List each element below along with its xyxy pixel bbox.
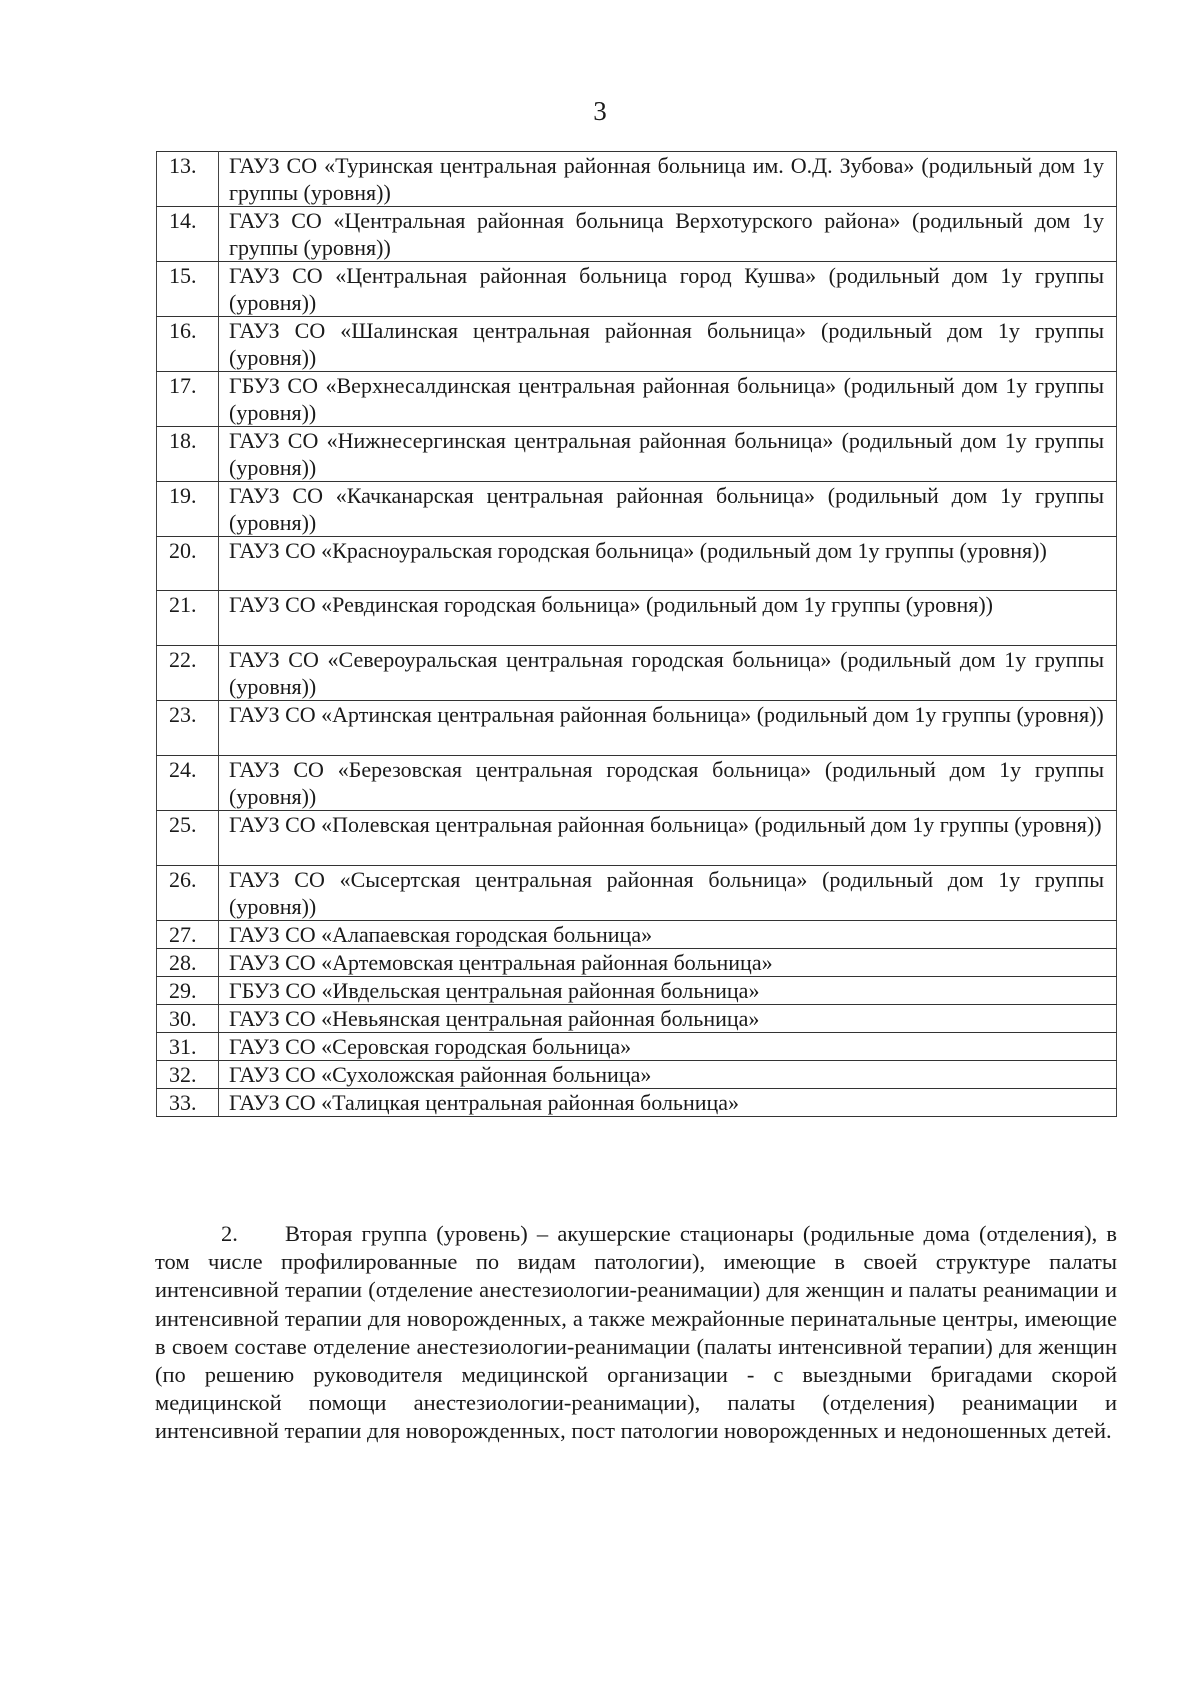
row-hospital-name: ГАУЗ СО «Сысертская центральная районная больница» (родильный дом 1у группы (уровня)) [219, 866, 1117, 921]
table-row [157, 591, 1117, 646]
row-hospital-name: ГАУЗ СО «Талицкая центральная районная больница» [219, 1089, 1117, 1117]
table-row [157, 152, 1117, 207]
table-row [157, 977, 1117, 1005]
row-hospital-name: ГАУЗ СО «Красноуральская городская больница» (родильный дом 1у группы (уровня)) [219, 537, 1117, 591]
row-number: 24. [157, 756, 219, 811]
table-row [157, 921, 1117, 949]
row-hospital-name: ГАУЗ СО «Березовская центральная городская больница» (родильный дом 1у группы (уровня)) [219, 756, 1117, 811]
table-row [157, 1033, 1117, 1061]
row-hospital-name: ГАУЗ СО «Артемовская центральная районная больница» [219, 949, 1117, 977]
table-row [157, 949, 1117, 977]
row-number: 33. [157, 1089, 219, 1117]
row-hospital-name: ГБУЗ СО «Верхнесалдинская центральная районная больница» (родильный дом 1у группы (уровня)) [219, 372, 1117, 427]
row-number: 30. [157, 1005, 219, 1033]
table-row [157, 427, 1117, 482]
body-paragraph [155, 1220, 1117, 1446]
row-number: 26. [157, 866, 219, 921]
hospital-table-body [157, 152, 1117, 1117]
row-number: 14. [157, 207, 219, 262]
row-number: 19. [157, 482, 219, 537]
row-number: 20. [157, 537, 219, 591]
row-number: 17. [157, 372, 219, 427]
table-row [157, 317, 1117, 372]
row-number: 21. [157, 591, 219, 646]
row-hospital-name: ГАУЗ СО «Невьянская центральная районная больница» [219, 1005, 1117, 1033]
table-row [157, 1005, 1117, 1033]
table-row [157, 646, 1117, 701]
row-hospital-name: ГАУЗ СО «Ревдинская городская больница» (родильный дом 1у группы (уровня)) [219, 591, 1117, 646]
row-number: 31. [157, 1033, 219, 1061]
row-number: 15. [157, 262, 219, 317]
row-hospital-name: ГАУЗ СО «Шалинская центральная районная больница» (родильный дом 1у группы (уровня)) [219, 317, 1117, 372]
row-number: 25. [157, 811, 219, 866]
page-number: 3 [593, 96, 607, 126]
paragraph-text: Вторая группа (уровень) – акушерские стационары (родильные дома (отделения), в том числе профилированные по видам патологии), имеющие в своей структуре палаты интенсивной терапии (отделение анестезиологии-реанимации) для женщин и палаты реанимации и интенсивной терапии для новорожденных, а также межрайонные перинатальные центры, имеющие в своем составе отделение анестезиологии-реанимации (палаты интенсивной терапии) для женщин (по решению руководителя медицинской организации - с выездными бригадами скорой медицинской помощи анестезиологии-реанимации), палаты (отделения) реанимации и интенсивной терапии для новорожденных, пост патологии новорожденных и недоношенных детей. [155, 1221, 1117, 1444]
row-number: 18. [157, 427, 219, 482]
row-hospital-name: ГАУЗ СО «Серовская городская больница» [219, 1033, 1117, 1061]
table-row [157, 811, 1117, 866]
table-row [157, 866, 1117, 921]
row-number: 22. [157, 646, 219, 701]
row-hospital-name: ГАУЗ СО «Алапаевская городская больница» [219, 921, 1117, 949]
table-row [157, 262, 1117, 317]
row-number: 23. [157, 701, 219, 756]
row-hospital-name: ГАУЗ СО «Североуральская центральная городская больница» (родильный дом 1у группы (уровня)) [219, 646, 1117, 701]
paragraph-number: 2. [221, 1221, 238, 1246]
row-hospital-name: ГАУЗ СО «Качканарская центральная районная больница» (родильный дом 1у группы (уровня)) [219, 482, 1117, 537]
row-number: 32. [157, 1061, 219, 1089]
row-hospital-name: ГАУЗ СО «Полевская центральная районная больница» (родильный дом 1у группы (уровня)) [219, 811, 1117, 866]
row-number: 27. [157, 921, 219, 949]
row-hospital-name: ГБУЗ СО «Ивдельская центральная районная больница» [219, 977, 1117, 1005]
row-number: 29. [157, 977, 219, 1005]
table-row [157, 1061, 1117, 1089]
row-hospital-name: ГАУЗ СО «Артинская центральная районная больница» (родильный дом 1у группы (уровня)) [219, 701, 1117, 756]
table-row [157, 1089, 1117, 1117]
row-hospital-name: ГАУЗ СО «Центральная районная больница город Кушва» (родильный дом 1у группы (уровня)) [219, 262, 1117, 317]
row-number: 16. [157, 317, 219, 372]
table-row [157, 482, 1117, 537]
table-row [157, 537, 1117, 591]
row-number: 13. [157, 152, 219, 207]
table-row [157, 372, 1117, 427]
row-hospital-name: ГАУЗ СО «Сухоложская районная больница» [219, 1061, 1117, 1089]
row-number: 28. [157, 949, 219, 977]
hospital-table [156, 151, 1117, 1117]
row-hospital-name: ГАУЗ СО «Нижнесергинская центральная районная больница» (родильный дом 1у группы (уровня)) [219, 427, 1117, 482]
table-row [157, 207, 1117, 262]
table-row [157, 756, 1117, 811]
row-hospital-name: ГАУЗ СО «Центральная районная больница Верхотурского района» (родильный дом 1у группы (уровня)) [219, 207, 1117, 262]
row-hospital-name: ГАУЗ СО «Туринская центральная районная больница им. О.Д. Зубова» (родильный дом 1у группы (уровня)) [219, 152, 1117, 207]
table-row [157, 701, 1117, 756]
